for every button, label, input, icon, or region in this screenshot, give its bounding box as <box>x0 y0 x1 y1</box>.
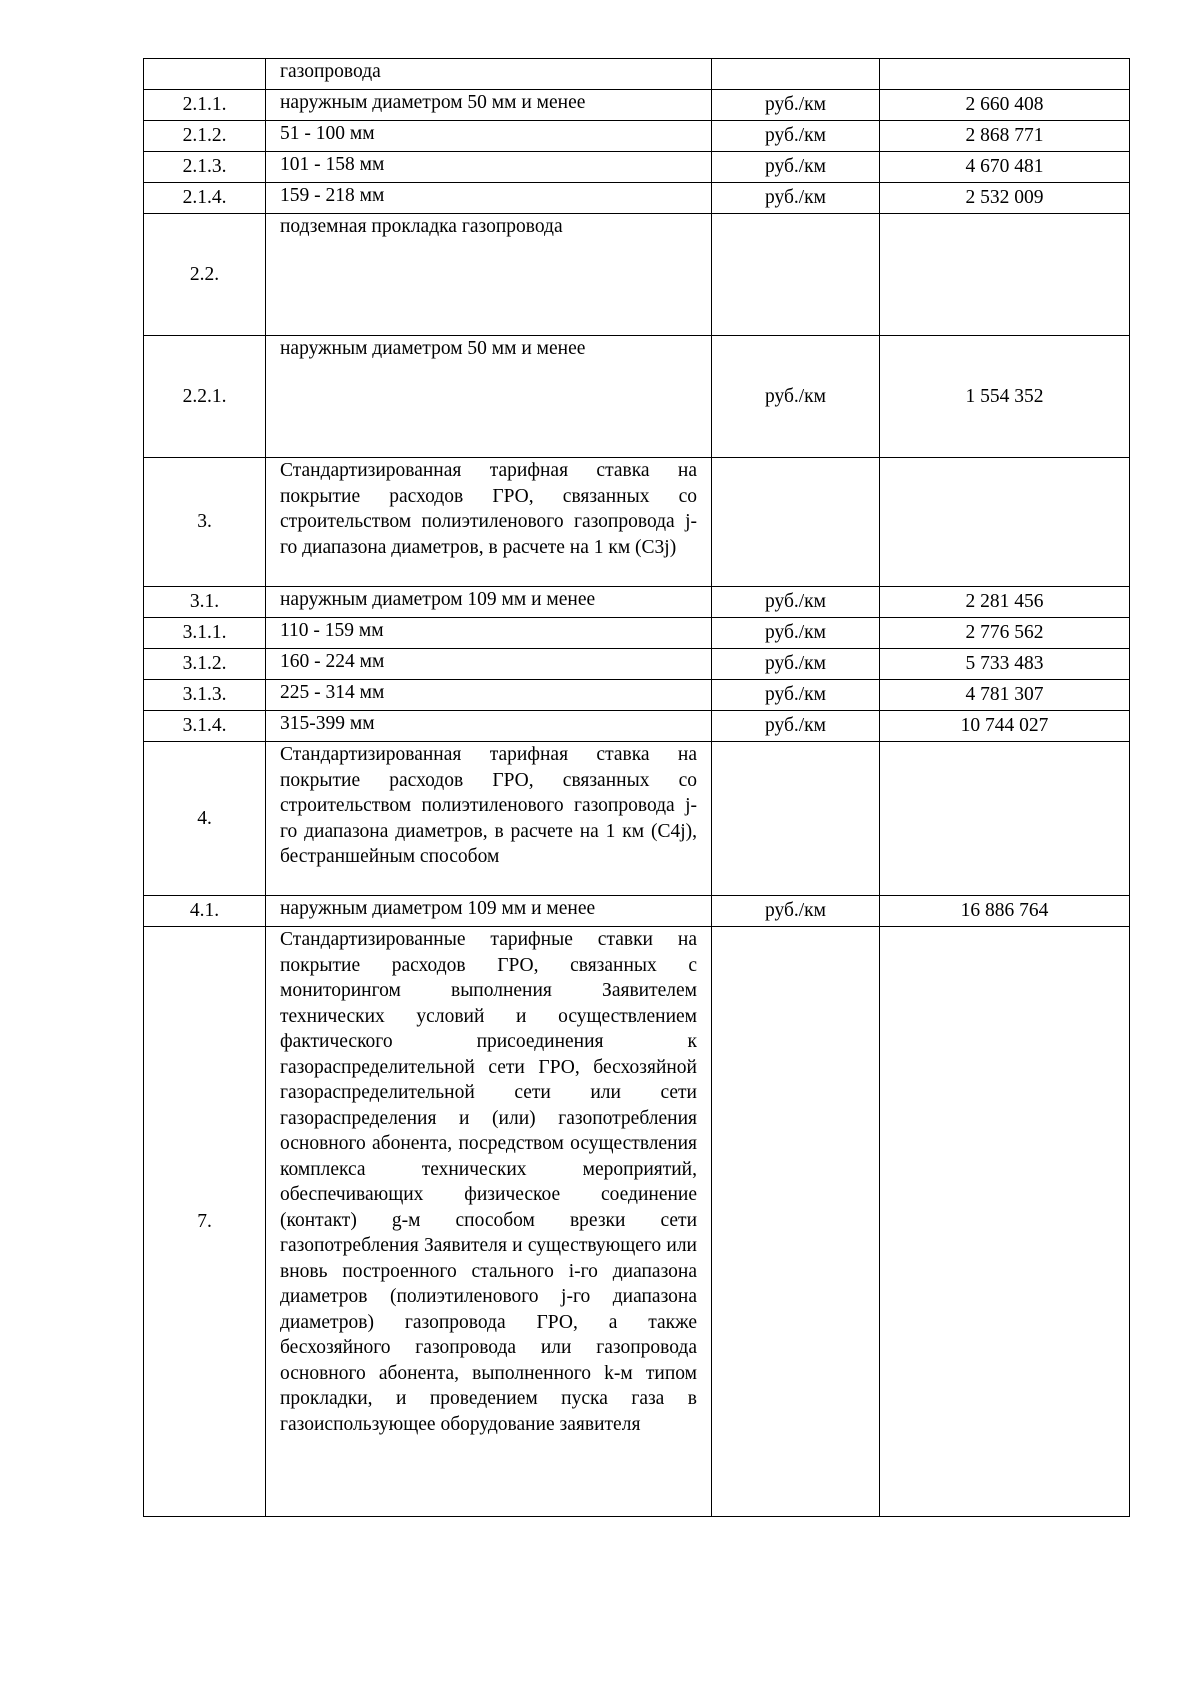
row-description: 225 - 314 мм <box>266 680 712 711</box>
row-value: 10 744 027 <box>880 711 1130 742</box>
row-number: 3.1.2. <box>144 649 266 680</box>
table-row <box>144 121 1130 152</box>
table-row <box>144 336 1130 458</box>
row-unit: руб./км <box>712 649 880 680</box>
row-value: 5 733 483 <box>880 649 1130 680</box>
table-row <box>144 927 1130 1517</box>
row-number: 3.1.3. <box>144 680 266 711</box>
row-unit <box>712 59 880 90</box>
row-description: 315-399 мм <box>266 711 712 742</box>
row-number: 2.2. <box>144 214 266 336</box>
tariff-table <box>143 58 1130 1517</box>
row-unit <box>712 458 880 587</box>
row-value <box>880 458 1130 587</box>
row-value <box>880 927 1130 1517</box>
row-description: Стандартизированная тарифная ставка на покрытие расходов ГРО, связанных со строительством полиэтиленового газопровода j-го диапазона диаметров, в расчете на 1 км (С4j), бестраншейным способом <box>266 742 712 896</box>
row-number: 2.1.4. <box>144 183 266 214</box>
row-value <box>880 59 1130 90</box>
row-unit: руб./км <box>712 121 880 152</box>
row-number: 3.1. <box>144 587 266 618</box>
row-value: 2 776 562 <box>880 618 1130 649</box>
row-description: 51 - 100 мм <box>266 121 712 152</box>
row-number: 2.1.3. <box>144 152 266 183</box>
row-description: наружным диаметром 50 мм и менее <box>266 90 712 121</box>
row-number: 2.1.2. <box>144 121 266 152</box>
row-value: 16 886 764 <box>880 896 1130 927</box>
row-description: 160 - 224 мм <box>266 649 712 680</box>
row-value <box>880 742 1130 896</box>
row-number: 3. <box>144 458 266 587</box>
row-description: подземная прокладка газопровода <box>266 214 712 336</box>
table-row <box>144 618 1130 649</box>
table-row <box>144 152 1130 183</box>
table-row <box>144 59 1130 90</box>
row-description: газопровода <box>266 59 712 90</box>
row-description: наружным диаметром 109 мм и менее <box>266 896 712 927</box>
row-number: 2.2.1. <box>144 336 266 458</box>
row-unit: руб./км <box>712 680 880 711</box>
row-number: 4. <box>144 742 266 896</box>
row-unit <box>712 214 880 336</box>
row-description: наружным диаметром 109 мм и менее <box>266 587 712 618</box>
row-unit: руб./км <box>712 711 880 742</box>
row-value: 2 281 456 <box>880 587 1130 618</box>
row-number: 3.1.4. <box>144 711 266 742</box>
table-row <box>144 458 1130 587</box>
row-unit <box>712 742 880 896</box>
row-unit: руб./км <box>712 90 880 121</box>
table-row <box>144 183 1130 214</box>
row-number <box>144 59 266 90</box>
row-description: 159 - 218 мм <box>266 183 712 214</box>
row-description: Стандартизированные тарифные ставки на покрытие расходов ГРО, связанных с мониторингом выполнения Заявителем технических условий и осуществлением фактического присоединения к газораспределительной сети ГРО, бесхозяйной газораспределительной сети или сети газораспределения и (или) газопотребления основного абонента, посредством осуществления комплекса технических мероприятий, обеспечивающих физическое соединение (контакт) g-м способом врезки сети газопотребления Заявителя и существующего или вновь построенного стального i-го диапазона диаметров (полиэтиленового j-го диапазона диаметров) газопровода ГРО, а также бесхозяйного газопровода или газопровода основного абонента, выполненного k-м типом прокладки, и проведением пуска газа в газоиспользующее оборудование заявителя <box>266 927 712 1517</box>
row-unit: руб./км <box>712 183 880 214</box>
row-value: 4 670 481 <box>880 152 1130 183</box>
row-unit: руб./км <box>712 152 880 183</box>
row-description: наружным диаметром 50 мм и менее <box>266 336 712 458</box>
table-row <box>144 214 1130 336</box>
row-number: 4.1. <box>144 896 266 927</box>
table-row <box>144 742 1130 896</box>
table-row <box>144 587 1130 618</box>
row-value: 1 554 352 <box>880 336 1130 458</box>
row-unit: руб./км <box>712 587 880 618</box>
row-description: Стандартизированная тарифная ставка на покрытие расходов ГРО, связанных со строительством полиэтиленового газопровода j-го диапазона диаметров, в расчете на 1 км (С3j) <box>266 458 712 587</box>
row-unit: руб./км <box>712 896 880 927</box>
row-unit <box>712 927 880 1517</box>
row-description: 101 - 158 мм <box>266 152 712 183</box>
row-value: 4 781 307 <box>880 680 1130 711</box>
row-unit: руб./км <box>712 336 880 458</box>
row-value <box>880 214 1130 336</box>
row-number: 7. <box>144 927 266 1517</box>
row-value: 2 660 408 <box>880 90 1130 121</box>
row-unit: руб./км <box>712 618 880 649</box>
row-value: 2 532 009 <box>880 183 1130 214</box>
row-number: 2.1.1. <box>144 90 266 121</box>
table-row <box>144 896 1130 927</box>
table-row <box>144 649 1130 680</box>
row-number: 3.1.1. <box>144 618 266 649</box>
table-row <box>144 90 1130 121</box>
table-row <box>144 680 1130 711</box>
row-value: 2 868 771 <box>880 121 1130 152</box>
row-description: 110 - 159 мм <box>266 618 712 649</box>
table-row <box>144 711 1130 742</box>
